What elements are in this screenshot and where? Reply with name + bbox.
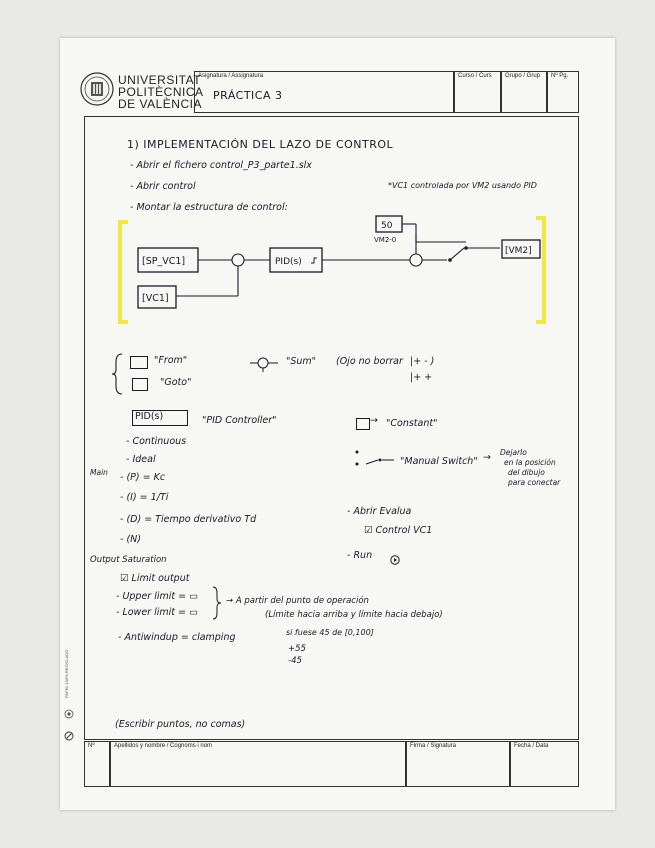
- run-step-open-evalua: - Abrir Evalua: [347, 506, 412, 517]
- goto-label: "Goto": [160, 377, 192, 388]
- output-saturation-title: Output Saturation: [90, 555, 167, 565]
- bullet-open-file: - Abrir el fichero control_P3_parte1.slx: [130, 160, 312, 171]
- note-vc1-controlled: *VC1 controlada por VM2 usando PID: [388, 181, 537, 190]
- footer-fecha-label: Fecha / Data: [514, 743, 549, 749]
- limits-brace-icon: [212, 586, 222, 620]
- npg-label: Nº Pg.: [551, 73, 569, 79]
- sum-symbol-icon: [250, 356, 278, 372]
- recycle-mark-icon: [64, 726, 74, 736]
- npg-box: [547, 71, 579, 113]
- pid-param-ideal: - Ideal: [126, 454, 156, 465]
- footer-note: (Escribir puntos, no comas): [115, 719, 246, 730]
- grupo-box: [501, 71, 547, 113]
- pid-text: PID(s): [275, 257, 302, 267]
- example-plus: +55: [288, 644, 306, 654]
- sum-junction-1: [232, 254, 244, 266]
- recycled-paper-note: PAPEL 100% RECICLADO: [64, 649, 69, 698]
- grupo-label: Grupo / Grup: [505, 73, 541, 79]
- antiwindup: - Antiwindup = clamping: [118, 632, 236, 643]
- constant-label: VM2-0: [374, 236, 397, 244]
- bullet-open-control: - Abrir control: [130, 181, 196, 192]
- constant-value: 50: [381, 221, 393, 231]
- footer-firma-label: Firma / Signatura: [410, 743, 457, 749]
- paper-sheet: [60, 38, 615, 810]
- goto-block-icon: [132, 378, 148, 391]
- pid-param-continuous: - Continuous: [126, 436, 187, 447]
- run-step-run: - Run: [347, 550, 373, 561]
- highlight-bracket-right: [536, 218, 544, 322]
- from-goto-brace-icon: [110, 352, 124, 396]
- curso-label: Curso / Curs: [458, 73, 492, 79]
- pid-param-n: - (N): [120, 534, 141, 545]
- footer-nombre-box: [110, 741, 406, 787]
- footer-n-label: Nº: [88, 743, 95, 749]
- limits-note-1: → A partir del punto de operación: [226, 596, 369, 606]
- asignatura-box: [194, 71, 454, 113]
- switch-note-1: Dejarlo: [500, 448, 527, 457]
- constant-legend-icon: [356, 418, 370, 430]
- switch-note-2: en la posición: [504, 458, 556, 467]
- example-note: si fuese 45 de [0,100]: [286, 628, 374, 637]
- run-play-icon: [390, 550, 400, 560]
- switch-note-3: del dibujo: [508, 468, 545, 477]
- pid-param-d: - (D) = Tiempo derivativo Td: [120, 514, 257, 525]
- pid-param-p: - (P) = Kc: [120, 472, 166, 483]
- university-line-1: UNIVERSITAT: [118, 73, 202, 87]
- run-step-control-vc1: ☑ Control VC1: [364, 525, 433, 536]
- vm2-text: [VM2]: [505, 246, 532, 256]
- lower-limit: - Lower limit = ▭: [116, 607, 198, 618]
- pid-controller-label: "PID Controller": [202, 415, 277, 426]
- footer-n-box: [84, 741, 110, 787]
- highlight-bracket-left: [120, 222, 128, 322]
- asignatura-value: PRÁCTICA 3: [213, 89, 283, 102]
- footer-firma-box: [406, 741, 510, 787]
- sum-note: (Ojo no borrar: [336, 356, 403, 367]
- curso-box: [454, 71, 501, 113]
- sum-label: "Sum": [286, 356, 317, 367]
- limits-note-2: (Límite hacia arriba y límite hacia debajo): [265, 610, 443, 620]
- limit-output-checkbox: ☑ Limit output: [120, 573, 190, 584]
- switch-note-arrow: →: [483, 452, 491, 463]
- sum-signs-2: |+ +: [410, 372, 433, 383]
- upper-limit: - Upper limit = ▭: [116, 591, 199, 602]
- footer-nombre-label: Apellidos y nombre / Cognoms i nom: [114, 743, 213, 749]
- control-diagram: [112, 210, 562, 332]
- from-label: "From": [154, 355, 188, 366]
- recycle-icon: [64, 704, 74, 714]
- switch-legend-icon: [354, 448, 396, 468]
- section-title: 1) IMPLEMENTACIÓN DEL LAZO DE CONTROL: [127, 138, 394, 151]
- pid-legend-block-text: PID(s): [135, 411, 164, 422]
- bullet-build-structure: - Montar la estructura de control:: [130, 202, 288, 213]
- example-minus: -45: [288, 656, 302, 666]
- university-seal-icon: [80, 72, 114, 106]
- university-line-2: POLITÈCNICA: [118, 85, 204, 99]
- asignatura-label: Asignatura / Assignatura: [198, 73, 264, 79]
- constant-legend-label: "Constant": [386, 418, 438, 429]
- sum-signs-1: |+ - ): [410, 356, 435, 367]
- footer-fecha-box: [510, 741, 579, 787]
- university-line-3: DE VALÈNCIA: [118, 97, 202, 111]
- switch-legend-label: "Manual Switch": [400, 456, 478, 467]
- vc1-text: [VC1]: [142, 293, 169, 304]
- sum-junction-2: [410, 254, 422, 266]
- constant-legend-arrow: →: [370, 415, 378, 426]
- pid-params-main-label: Main: [90, 468, 108, 477]
- pid-param-i: - (I) = 1/Ti: [120, 492, 169, 503]
- manual-switch: [450, 248, 464, 260]
- switch-note-4: para conectar: [508, 478, 561, 487]
- sp-vc1-text: [SP_VC1]: [142, 256, 186, 267]
- from-block-icon: [130, 356, 148, 369]
- university-name: [118, 74, 204, 110]
